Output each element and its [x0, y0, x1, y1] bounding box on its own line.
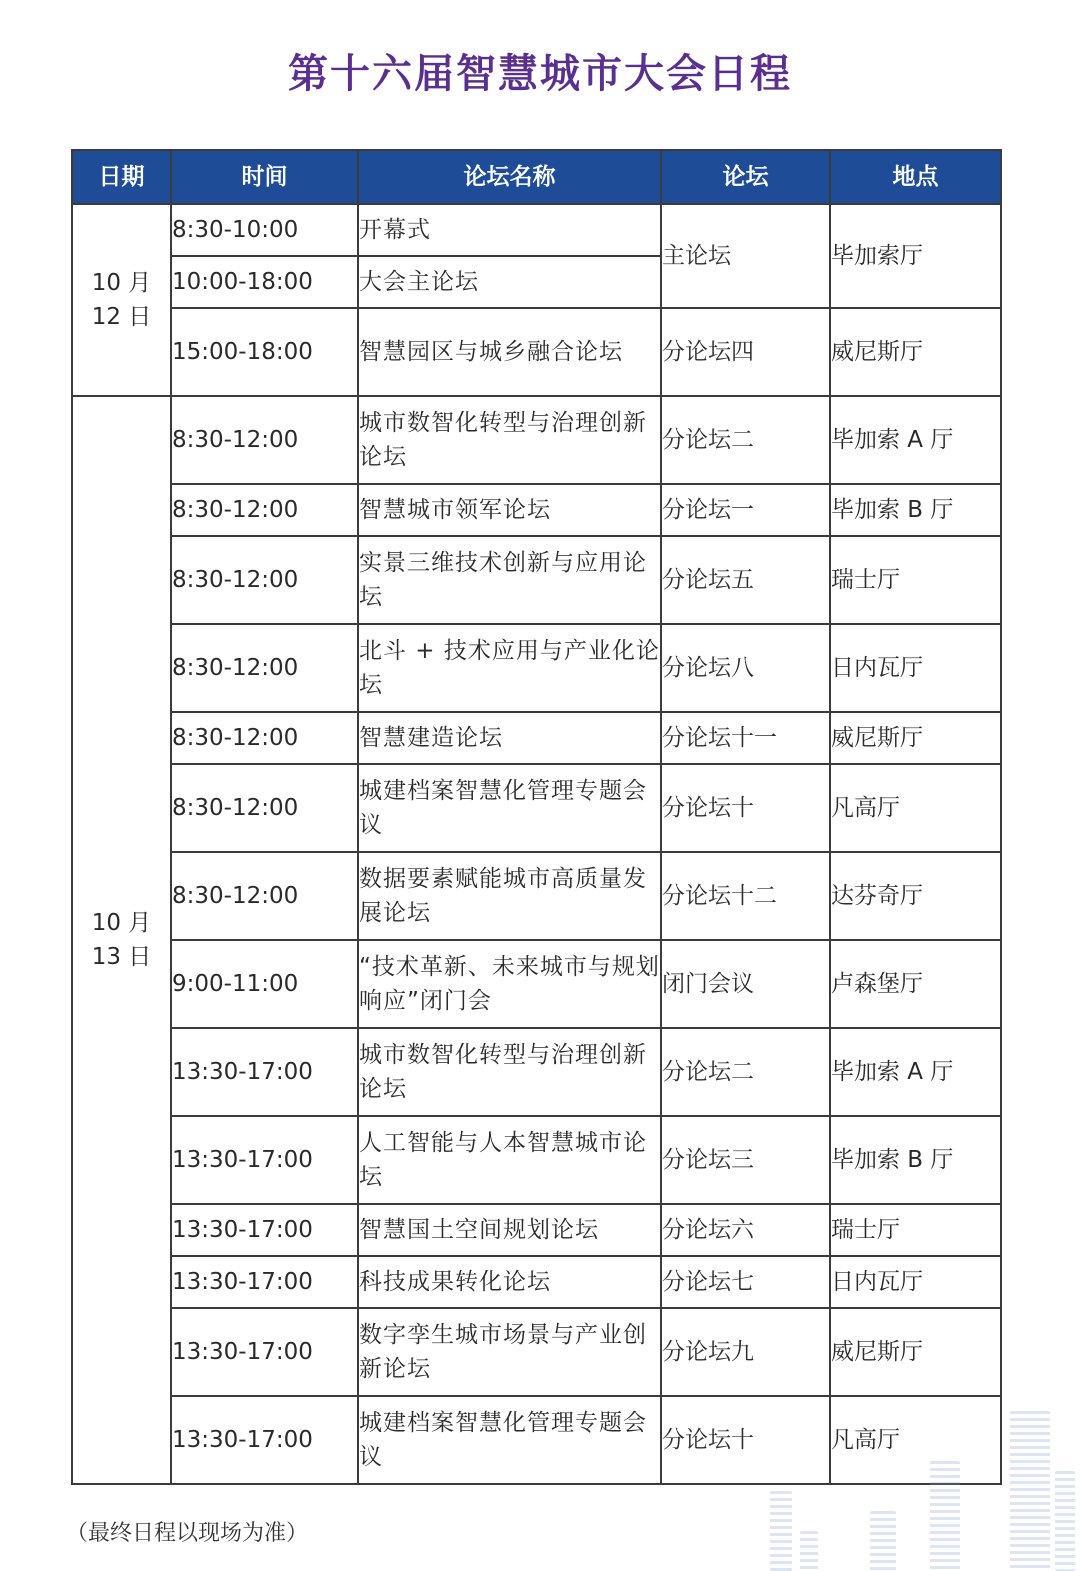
forum-cell: 分论坛十二: [661, 852, 830, 940]
venue-cell: 毕加索 A 厅: [830, 1028, 1001, 1116]
table-row: [72, 1116, 1001, 1204]
forum-cell: 分论坛二: [661, 396, 830, 484]
name-cell: 开幕式: [358, 204, 661, 256]
name-cell: 城市数智化转型与治理创新论坛: [358, 396, 661, 484]
time-cell: 13:30-17:00: [171, 1396, 358, 1484]
name-cell: 城建档案智慧化管理专题会议: [358, 764, 661, 852]
time-cell: 8:30-12:00: [171, 396, 358, 484]
time-cell: 13:30-17:00: [171, 1308, 358, 1396]
venue-cell: 毕加索 A 厅: [830, 396, 1001, 484]
name-cell: 城建档案智慧化管理专题会议: [358, 1396, 661, 1484]
venue-cell: 凡高厅: [830, 764, 1001, 852]
table-row: [72, 852, 1001, 940]
name-cell: 北斗 + 技术应用与产业化论坛: [358, 624, 661, 712]
date-day: 12 日: [91, 304, 152, 330]
forum-cell: 分论坛十: [661, 1396, 830, 1484]
time-cell: 9:00-11:00: [171, 940, 358, 1028]
time-cell: 8:30-12:00: [171, 764, 358, 852]
skyline-decoration: [1055, 1471, 1075, 1571]
time-cell: 13:30-17:00: [171, 1204, 358, 1256]
venue-cell: 卢森堡厅: [830, 940, 1001, 1028]
venue-cell: 凡高厅: [830, 1396, 1001, 1484]
table-row: [72, 1308, 1001, 1396]
time-cell: 8:30-12:00: [171, 852, 358, 940]
header-name: 论坛名称: [358, 150, 661, 204]
skyline-decoration: [930, 1461, 960, 1571]
name-cell: 智慧建造论坛: [358, 712, 661, 764]
forum-cell: 分论坛九: [661, 1308, 830, 1396]
skyline-decoration: [800, 1531, 818, 1571]
schedule-table: [71, 149, 1002, 1485]
name-cell: 数据要素赋能城市高质量发展论坛: [358, 852, 661, 940]
date-month: 10 月: [91, 270, 152, 296]
header-date: 日期: [72, 150, 171, 204]
venue-cell: 达芬奇厅: [830, 852, 1001, 940]
table-row: [72, 484, 1001, 536]
name-cell: 智慧园区与城乡融合论坛: [358, 308, 661, 396]
table-row: [72, 204, 1001, 256]
time-cell: 15:00-18:00: [171, 308, 358, 396]
table-row: [72, 1256, 1001, 1308]
forum-cell: 分论坛十一: [661, 712, 830, 764]
time-cell: 8:30-12:00: [171, 484, 358, 536]
time-cell: 13:30-17:00: [171, 1028, 358, 1116]
skyline-decoration: [770, 1491, 792, 1571]
table-row: [72, 940, 1001, 1028]
page-title: 第十六届智慧城市大会日程: [288, 51, 792, 97]
table-header-row: [72, 150, 1001, 204]
header-time: 时间: [171, 150, 358, 204]
date-month: 10 月: [91, 910, 152, 936]
venue-cell: 瑞士厅: [830, 536, 1001, 624]
venue-cell: 毕加索 B 厅: [830, 1116, 1001, 1204]
venue-cell: 毕加索 B 厅: [830, 484, 1001, 536]
venue-cell-main: 毕加索厅: [830, 204, 1001, 308]
table-row: [72, 1396, 1001, 1484]
name-cell: 人工智能与人本智慧城市论坛: [358, 1116, 661, 1204]
table-row: [72, 624, 1001, 712]
table-row: [72, 1204, 1001, 1256]
name-cell: 智慧城市领军论坛: [358, 484, 661, 536]
table-row: [72, 396, 1001, 484]
venue-cell: 瑞士厅: [830, 1204, 1001, 1256]
forum-cell: 闭门会议: [661, 940, 830, 1028]
name-cell: 数字孪生城市场景与产业创新论坛: [358, 1308, 661, 1396]
forum-cell: 分论坛三: [661, 1116, 830, 1204]
venue-cell: 威尼斯厅: [830, 712, 1001, 764]
forum-cell: 分论坛十: [661, 764, 830, 852]
name-cell: 城市数智化转型与治理创新论坛: [358, 1028, 661, 1116]
time-cell: 13:30-17:00: [171, 1256, 358, 1308]
venue-cell: 日内瓦厅: [830, 1256, 1001, 1308]
forum-cell: 分论坛七: [661, 1256, 830, 1308]
header-venue: 地点: [830, 150, 1001, 204]
venue-cell: 威尼斯厅: [830, 308, 1001, 396]
table-row: [72, 536, 1001, 624]
date-day: 13 日: [91, 944, 152, 970]
forum-cell: 分论坛四: [661, 308, 830, 396]
date-cell-day2: [72, 396, 171, 1484]
forum-cell: 分论坛八: [661, 624, 830, 712]
table-row: [72, 1028, 1001, 1116]
time-cell: 13:30-17:00: [171, 1116, 358, 1204]
forum-cell-main: 主论坛: [661, 204, 830, 308]
name-cell: 科技成果转化论坛: [358, 1256, 661, 1308]
table-row: [72, 308, 1001, 396]
time-cell: 8:30-12:00: [171, 712, 358, 764]
table-row: [72, 712, 1001, 764]
time-cell: 8:30-10:00: [171, 204, 358, 256]
name-cell: “技术革新、未来城市与规划响应”闭门会: [358, 940, 661, 1028]
skyline-decoration: [870, 1511, 896, 1571]
time-cell: 8:30-12:00: [171, 624, 358, 712]
table-row: [72, 764, 1001, 852]
name-cell: 实景三维技术创新与应用论坛: [358, 536, 661, 624]
skyline-decoration: [1010, 1411, 1050, 1571]
forum-cell: 分论坛六: [661, 1204, 830, 1256]
forum-cell: 分论坛五: [661, 536, 830, 624]
time-cell: 8:30-12:00: [171, 536, 358, 624]
name-cell: 大会主论坛: [358, 256, 661, 308]
header-forum: 论坛: [661, 150, 830, 204]
venue-cell: 威尼斯厅: [830, 1308, 1001, 1396]
footnote: （最终日程以现场为准）: [66, 1521, 309, 1546]
name-cell: 智慧国土空间规划论坛: [358, 1204, 661, 1256]
venue-cell: 日内瓦厅: [830, 624, 1001, 712]
forum-cell: 分论坛一: [661, 484, 830, 536]
time-cell: 10:00-18:00: [171, 256, 358, 308]
date-cell-day1: [72, 204, 171, 396]
forum-cell: 分论坛二: [661, 1028, 830, 1116]
